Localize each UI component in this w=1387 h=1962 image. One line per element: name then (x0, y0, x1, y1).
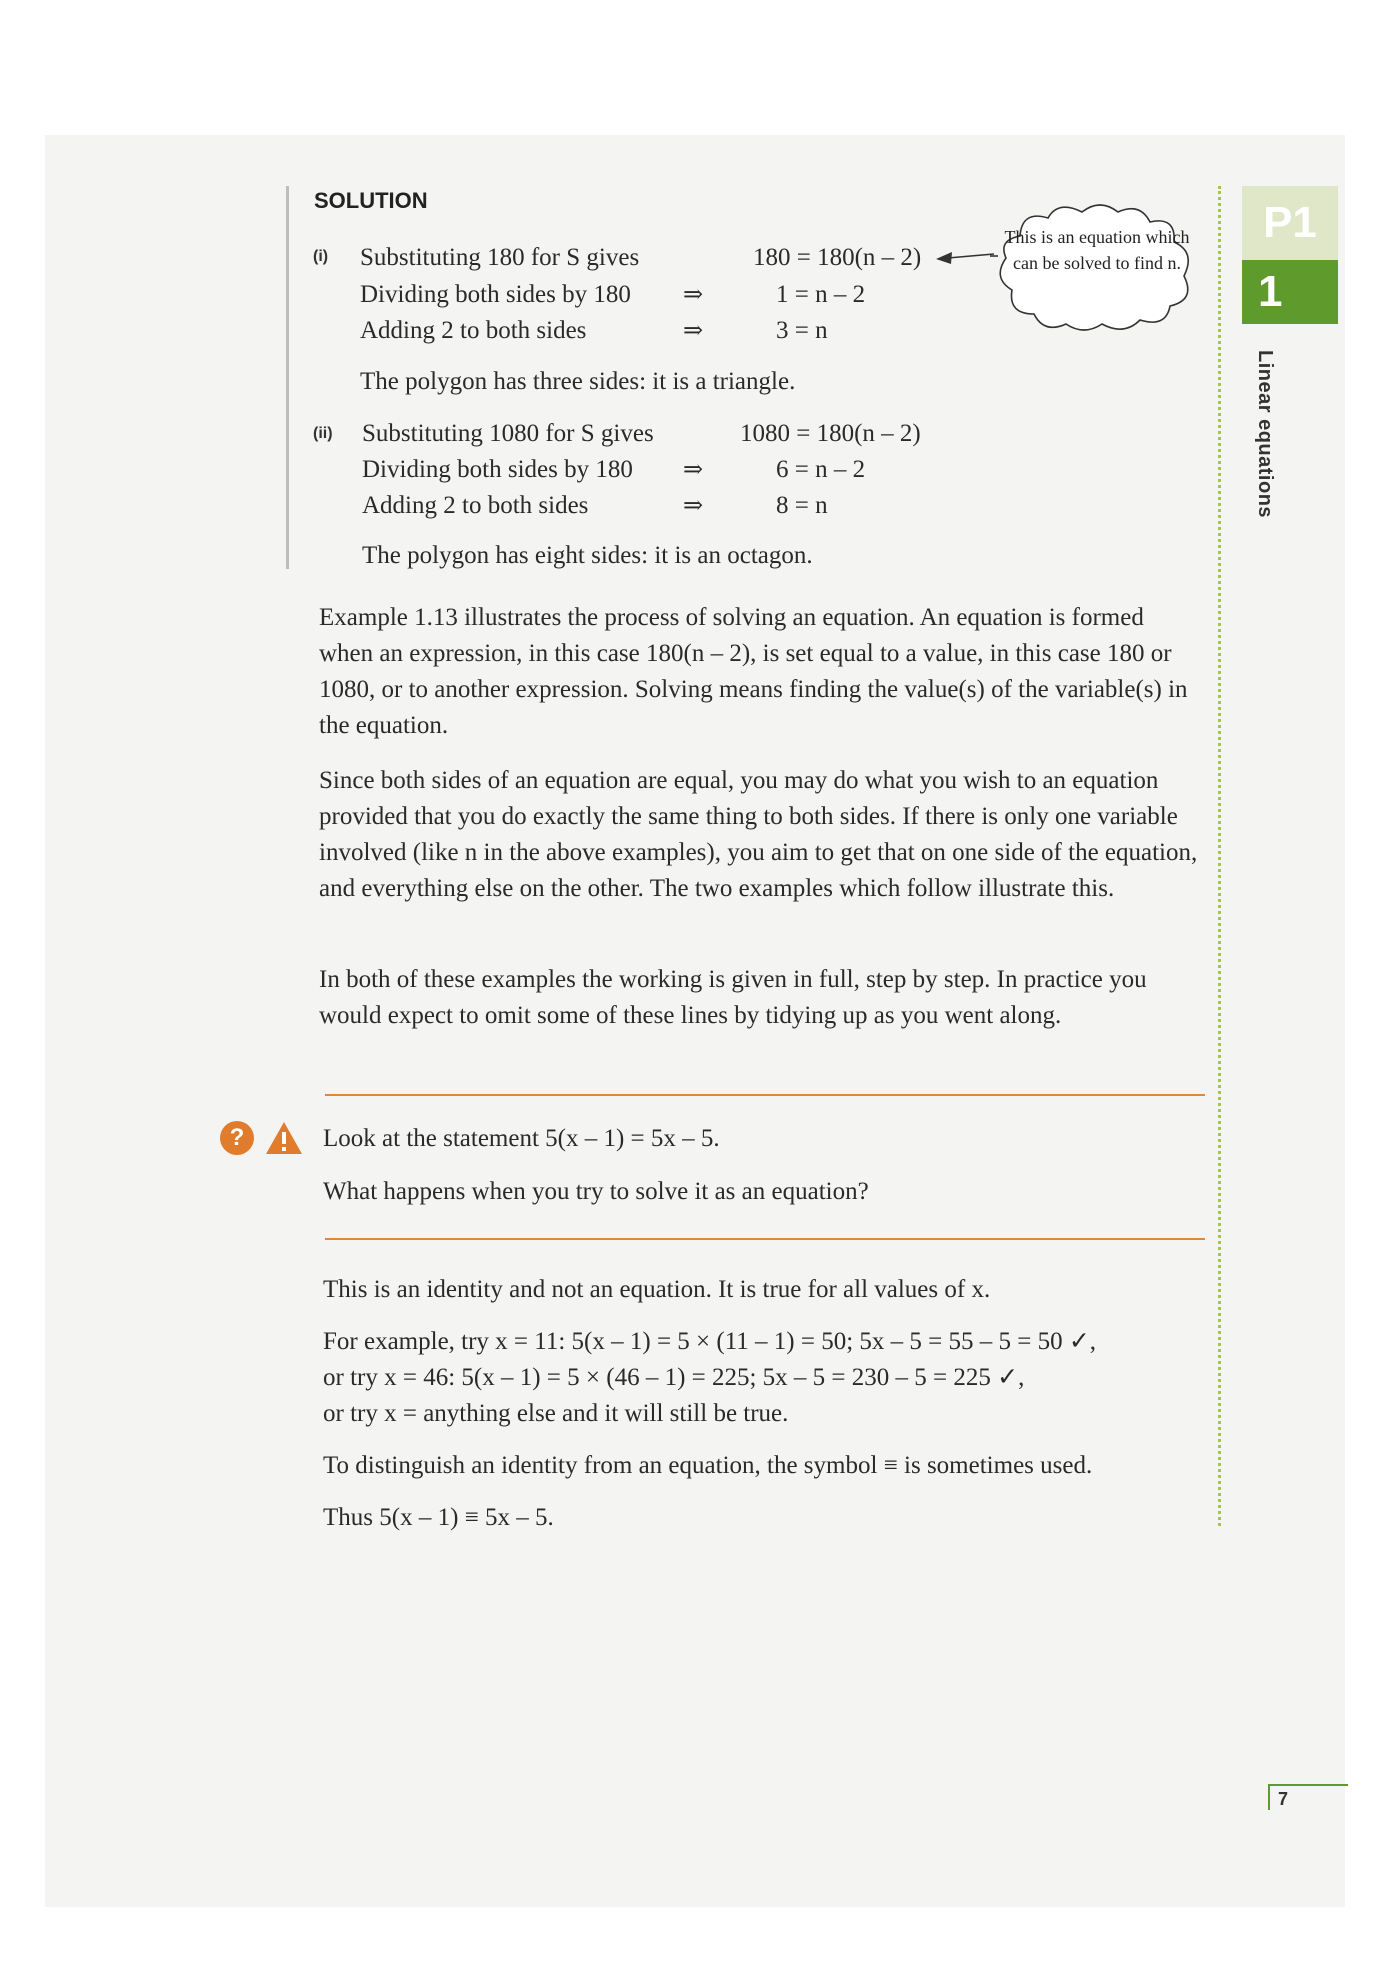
book-tab: P1 (1242, 186, 1338, 260)
step-equation: 180 = 180(n – 2) (753, 244, 922, 271)
conclusion-text: The polygon has eight sides: it is an octagon. (362, 542, 813, 569)
page-number: 7 (1268, 1784, 1348, 1810)
step-equation: 8 = n (776, 492, 828, 519)
answer-example-line: For example, try x = 11: 5(x – 1) = 5 × (11 – 1) = 50; 5x – 5 = 55 – 5 = 50 ✓, (323, 1328, 1097, 1355)
paragraph-2 (319, 763, 1199, 907)
implies-arrow: ⇒ (683, 282, 704, 308)
step-text: Dividing both sides by 180 (360, 281, 631, 308)
paragraph-1 (319, 600, 1199, 744)
question-bottom-rule (325, 1238, 1205, 1240)
paragraph-3 (319, 962, 1199, 1034)
step-text: Substituting 180 for S gives (360, 244, 640, 271)
answer-example-line: or try x = anything else and it will still be true. (323, 1400, 789, 1427)
question-icon: ? (220, 1121, 254, 1155)
part-label-ii: (ii) (313, 425, 333, 442)
implies-arrow: ⇒ (683, 457, 704, 483)
step-text: Dividing both sides by 180 (362, 456, 633, 483)
paragraph-text: Example 1.13 illustrates the process of solving an equation. An equation is formed when an expression, in this case 180(n – 2), is set equal to a value, in this case 180 or 1080, or to another expression. Solving means finding the value(s) of the variable(s) in the equation. (319, 604, 1188, 739)
implies-arrow: ⇒ (683, 493, 704, 519)
part-label-i: (i) (313, 248, 329, 265)
solution-margin-bar (286, 186, 289, 569)
implies-arrow: ⇒ (683, 318, 704, 344)
chapter-tab: 1 (1242, 260, 1338, 324)
step-equation: 1080 = 180(n – 2) (740, 420, 921, 447)
paragraph-text: Since both sides of an equation are equal, you may do what you wish to an equation provided that you do exactly the same thing to both sides. If there is only one variable involved (like n in the above examples), you aim to get that on one side of the equation, and everything else on the other. The two examples which follow illustrate this. (319, 767, 1198, 902)
answer-example-line: or try x = 46: 5(x – 1) = 5 × (46 – 1) = 225; 5x – 5 = 230 – 5 = 225 ✓, (323, 1364, 1025, 1391)
margin-dotted-rule (1218, 186, 1221, 1526)
question-top-rule (325, 1094, 1205, 1096)
step-equation: 1 = n – 2 (776, 281, 866, 308)
thought-bubble-text: This is an equation which can be solved to find n. (1004, 227, 1190, 273)
answer-paragraph-3: To distinguish an identity from an equation, the symbol ≡ is sometimes used. (323, 1452, 1093, 1479)
paragraph-text: In both of these examples the working is given in full, step by step. In practice you would expect to omit some of these lines by tidying up as you went along. (319, 966, 1147, 1029)
answer-paragraph-1: This is an identity and not an equation. It is true for all values of x. (323, 1276, 991, 1303)
answer-paragraph-4: Thus 5(x – 1) ≡ 5x – 5. (323, 1504, 554, 1531)
step-equation: 3 = n (776, 317, 828, 344)
question-line-1: Look at the statement 5(x – 1) = 5x – 5. (323, 1125, 720, 1152)
warning-icon (264, 1120, 304, 1156)
chapter-title: Linear equations (1254, 350, 1276, 519)
step-text: Adding 2 to both sides (362, 492, 589, 519)
step-equation: 6 = n – 2 (776, 456, 866, 483)
pointer-arrow-icon (934, 250, 994, 266)
step-text: Substituting 1080 for S gives (362, 420, 654, 447)
conclusion-text: The polygon has three sides: it is a triangle. (360, 368, 796, 395)
solution-heading: SOLUTION (314, 188, 428, 213)
question-line-2: What happens when you try to solve it as an equation? (323, 1178, 869, 1205)
step-text: Adding 2 to both sides (360, 317, 587, 344)
